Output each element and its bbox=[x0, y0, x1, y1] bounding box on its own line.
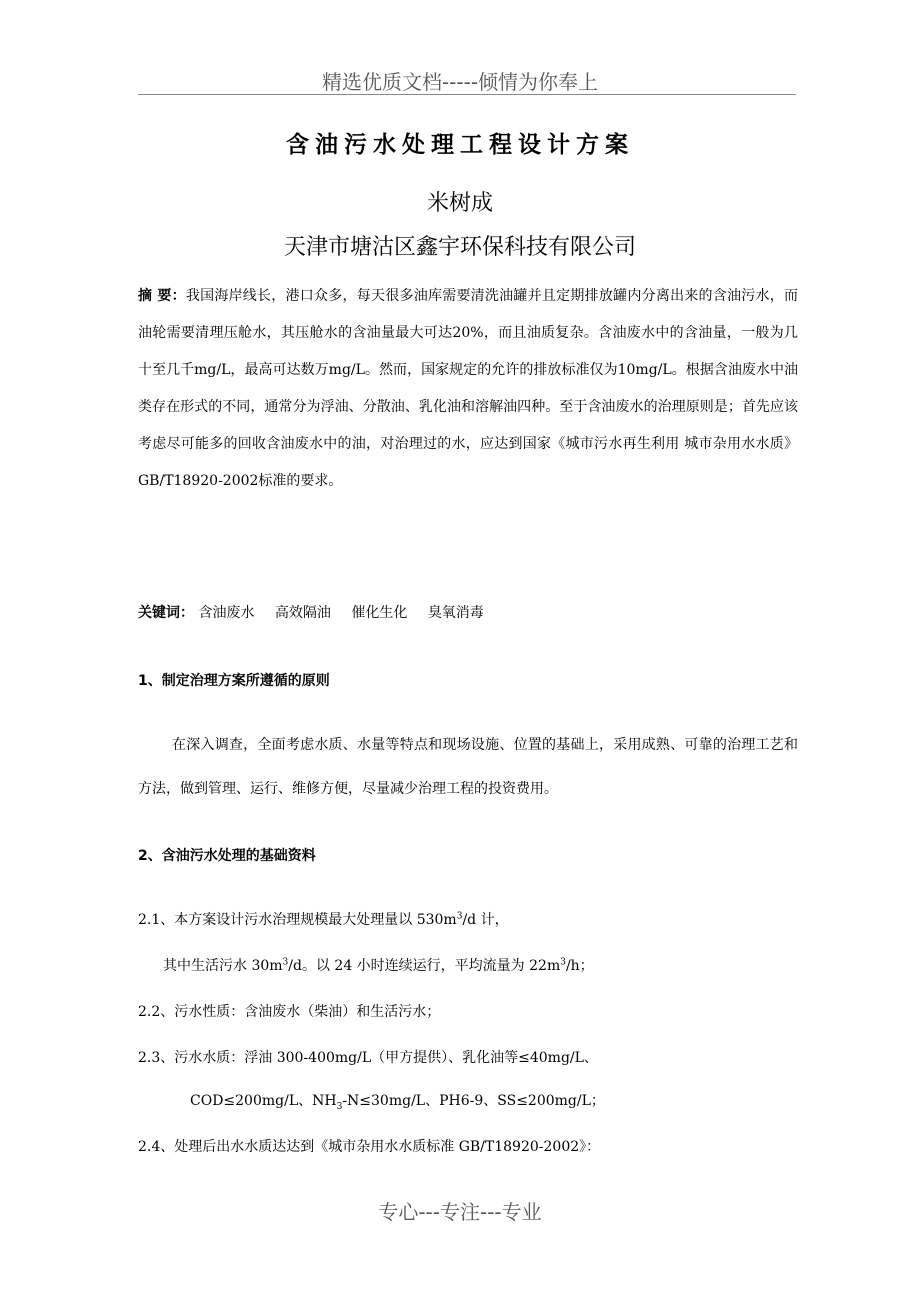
company-name: 天津市塘沽区鑫宇环保科技有限公司 bbox=[283, 235, 636, 260]
item-2-1-text: 2.1、本方案设计污水治理规模最大处理量以 530m bbox=[138, 912, 457, 928]
subscript: 3 bbox=[336, 1101, 343, 1112]
item-2-1-b-text: /h； bbox=[565, 958, 594, 974]
abstract-text: 我国海岸线长，港口众多，每天很多油库需要清洗油罐并且定期排放罐内分离出来的含油污水，而油轮需要清理压舱水，其压舱水的含油量最大可达20%，而且油质复杂。含油废水中的含油量，一般为几十至几千mg/L，最高可达数万mg/L。然而，国家规定的允许的排放标准仅为10mg/L。根据含油废水中油类存在形式的不同，通常分为浮油、分散油、乳化油和溶解油四种。至于含油废水的治理原则是；首先应该考虑尽可能多的回收含油废水中的油，对治理过的水，应达到国家《城市污水再生利用 城市杂用水水质》GB/T18920-2002标准的要求。 bbox=[138, 288, 798, 489]
item-2-4: 2.4、处理后出水水质达达到《城市杂用水水质标准 GB/T18920-2002》： bbox=[138, 1139, 601, 1155]
item-2-3-line-1: 2.3、污水水质：浮油 300-400mg/L（甲方提供）、乳化油等≤40mg/L、 bbox=[138, 1050, 598, 1066]
superscript: 3 bbox=[456, 911, 463, 922]
superscript: 3 bbox=[282, 957, 289, 968]
keyword-item: 含油废水 bbox=[198, 605, 255, 621]
item-2-3-b-text: COD≤200mg/L、NH bbox=[190, 1093, 337, 1109]
document-title: 含油污水处理工程设计方案 bbox=[286, 132, 634, 158]
item-2-1-b-text: 其中生活污水 30m bbox=[163, 958, 283, 974]
author-name: 米树成 bbox=[426, 191, 493, 216]
item-2-1-line-2 bbox=[163, 953, 594, 979]
keywords-line bbox=[138, 600, 500, 626]
keywords-label: 关键词： bbox=[138, 605, 194, 621]
section-1-body: 在深入调查，全面考虑水质、水量等特点和现场设施、位置的基础上，采用成熟、可靠的治理工艺和方法，做到管理、运行、维修方便，尽量减少治理工程的投资费用。 bbox=[138, 737, 798, 797]
abstract-label: 摘 要： bbox=[138, 288, 186, 304]
item-2-3-line-2 bbox=[190, 1088, 605, 1114]
item-2-3-b-text: -N≤30mg/L、PH6-9、SS≤200mg/L； bbox=[342, 1093, 605, 1109]
superscript: 3 bbox=[560, 957, 566, 968]
page-footer: 专心---专注---专业 bbox=[378, 1200, 542, 1224]
item-2-1-line-1 bbox=[138, 907, 509, 933]
item-2-1-text-end: /d 计， bbox=[462, 912, 509, 928]
header-divider bbox=[138, 94, 796, 95]
page-header: 精选优质文档-----倾情为你奉上 bbox=[321, 70, 599, 94]
abstract-paragraph bbox=[138, 278, 798, 500]
keyword-item: 臭氧消毒 bbox=[427, 605, 484, 621]
item-2-2: 2.2、污水性质：含油废水（柴油）和生活污水； bbox=[138, 1004, 441, 1020]
item-2-1-b-text: /d。以 24 小时连续运行，平均流量为 22m bbox=[288, 958, 561, 974]
keyword-item: 催化生化 bbox=[351, 605, 408, 621]
section-2-heading: 2、含油污水处理的基础资料 bbox=[138, 848, 316, 864]
keyword-item: 高效隔油 bbox=[274, 605, 331, 621]
section-1-heading: 1、制定治理方案所遵循的原则 bbox=[138, 673, 330, 689]
